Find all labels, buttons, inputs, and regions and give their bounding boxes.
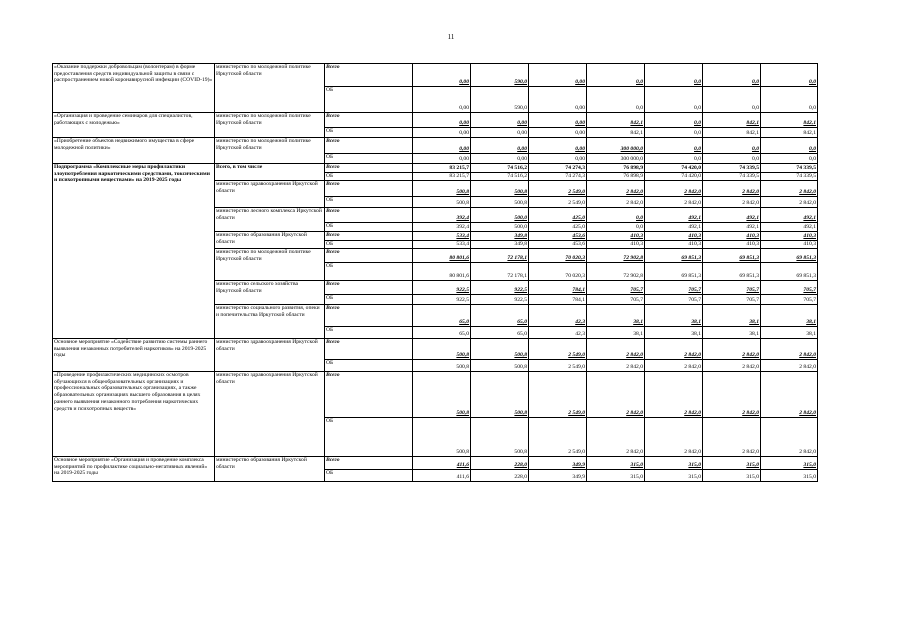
amount-cell: 0,0	[761, 154, 818, 164]
funding-source-cell: Всего	[325, 305, 413, 327]
amount-cell: 65,0	[413, 327, 471, 339]
amount-cell: 2 842,0	[645, 360, 703, 372]
amount-cell: 74 420,0	[645, 164, 703, 173]
amount-cell: 72 178,1	[471, 249, 529, 263]
amount-cell: 42,3	[529, 305, 587, 327]
amount-cell: 2 549,0	[529, 360, 587, 372]
amount-cell: 0,0	[703, 64, 761, 87]
amount-cell: 2 842,0	[587, 418, 645, 457]
amount-cell: 411,6	[413, 470, 471, 482]
amount-cell: 38,1	[587, 327, 645, 339]
amount-cell: 0,0	[645, 128, 703, 138]
amount-cell: 69 851,3	[645, 263, 703, 281]
amount-cell: 72 178,1	[471, 263, 529, 281]
amount-cell: 500,8	[413, 339, 471, 360]
amount-cell: 453,6	[529, 241, 587, 249]
amount-cell: 0,0	[645, 113, 703, 128]
amount-cell: 492,1	[761, 223, 818, 232]
program-name-cell: «Проведение профилактических медицинских осмотров обучающихся в общеобразовательных организациях и профессиональных образовательных организациях, а также образовательных организациях высшего образования в целях раннего выявления незаконного потребления наркотических средств и психотропных веществ»	[53, 372, 215, 457]
amount-cell: 315,0	[703, 457, 761, 470]
amount-cell: 500,8	[413, 418, 471, 457]
amount-cell: 533,4	[413, 241, 471, 249]
amount-cell: 411,6	[413, 457, 471, 470]
amount-cell: 0,0	[645, 154, 703, 164]
responsible-executor-cell: министерство по молодежной политике Иркутской области	[215, 249, 325, 281]
amount-cell: 500,8	[413, 197, 471, 208]
amount-cell: 392,4	[413, 223, 471, 232]
amount-cell: 2 549,0	[529, 339, 587, 360]
amount-cell: 705,7	[761, 295, 818, 305]
amount-cell: 590,0	[471, 87, 529, 113]
funding-source-cell: ОБ	[325, 295, 413, 305]
amount-cell: 0,00	[413, 154, 471, 164]
responsible-executor-cell: министерство по молодежной политике Иркутской области	[215, 64, 325, 113]
amount-cell: 2 842,0	[703, 418, 761, 457]
amount-cell: 784,1	[529, 295, 587, 305]
page-number: 11	[447, 33, 455, 41]
amount-cell: 842,1	[703, 113, 761, 128]
amount-cell: 492,1	[703, 223, 761, 232]
funding-source-cell: ОБ	[325, 470, 413, 482]
table-row	[53, 164, 818, 173]
amount-cell: 0,00	[413, 138, 471, 154]
responsible-executor-cell: министерство по молодежной политике Иркутской области	[215, 113, 325, 138]
amount-cell: 74 420,0	[645, 173, 703, 181]
amount-cell: 410,3	[587, 232, 645, 241]
amount-cell: 410,3	[703, 232, 761, 241]
amount-cell: 410,3	[703, 241, 761, 249]
amount-cell: 425,0	[529, 208, 587, 223]
amount-cell: 2 842,0	[703, 372, 761, 418]
amount-cell: 0,0	[587, 64, 645, 87]
amount-cell: 2 842,0	[645, 339, 703, 360]
amount-cell: 2 842,0	[761, 418, 818, 457]
amount-cell: 500,8	[413, 372, 471, 418]
amount-cell: 300 000,0	[587, 154, 645, 164]
responsible-executor-cell: министерство здравоохранения Иркутской области	[215, 339, 325, 372]
table-row	[53, 113, 818, 128]
amount-cell: 2 842,0	[587, 360, 645, 372]
funding-source-cell: ОБ	[325, 263, 413, 281]
responsible-executor-cell: министерство здравоохранения Иркутской области	[215, 181, 325, 208]
amount-cell: 410,3	[587, 241, 645, 249]
amount-cell: 69 851,3	[761, 249, 818, 263]
funding-source-cell: Всего	[325, 232, 413, 241]
responsible-executor-cell: Всего, в том числе	[215, 164, 325, 181]
amount-cell: 69 851,3	[645, 249, 703, 263]
amount-cell: 453,6	[529, 232, 587, 241]
amount-cell: 2 842,0	[761, 360, 818, 372]
funding-source-cell: ОБ	[325, 418, 413, 457]
amount-cell: 0,00	[529, 87, 587, 113]
amount-cell: 315,0	[645, 457, 703, 470]
responsible-executor-cell: министерство социального развития, опеки и попечительства Иркутской области	[215, 305, 325, 339]
amount-cell: 2 842,0	[587, 181, 645, 197]
amount-cell: 349,8	[471, 241, 529, 249]
amount-cell: 72 902,8	[587, 249, 645, 263]
funding-source-cell: Всего	[325, 372, 413, 418]
program-name-cell: Основное мероприятие «Организация и проведение комплекса мероприятий по профилактике социально-негативных явлений» на 2019-2025 годы	[53, 457, 215, 482]
amount-cell: 0,0	[703, 138, 761, 154]
funding-source-cell: ОБ	[325, 173, 413, 181]
responsible-executor-cell: министерство по молодежной политике Иркутской области	[215, 138, 325, 164]
amount-cell: 705,7	[703, 295, 761, 305]
amount-cell: 74 339,5	[703, 173, 761, 181]
amount-cell: 228,0	[471, 470, 529, 482]
amount-cell: 922,5	[413, 281, 471, 295]
amount-cell: 65,0	[471, 327, 529, 339]
amount-cell: 0,0	[645, 87, 703, 113]
program-name-cell: Основное мероприятие «Содействие развитию системы раннего выявления незаконных потребителей наркотиков» на 2019-2025 годы	[53, 339, 215, 372]
amount-cell: 349,9	[529, 470, 587, 482]
table-row	[53, 138, 818, 154]
program-name-cell: Подпрограмма «Комплексные меры профилактики злоупотребления наркотическими средствами, токсическими и психотропными веществами» на 2019-2025 годы	[53, 164, 215, 339]
amount-cell: 2 842,0	[703, 197, 761, 208]
amount-cell: 410,3	[645, 232, 703, 241]
amount-cell: 410,3	[761, 241, 818, 249]
amount-cell: 0,00	[529, 128, 587, 138]
funding-source-cell: Всего	[325, 64, 413, 87]
amount-cell: 0,00	[529, 64, 587, 87]
amount-cell: 492,1	[645, 223, 703, 232]
amount-cell: 2 842,0	[703, 339, 761, 360]
amount-cell: 315,0	[587, 470, 645, 482]
amount-cell: 0,0	[645, 138, 703, 154]
amount-cell: 70 020,3	[529, 263, 587, 281]
amount-cell: 38,1	[645, 327, 703, 339]
responsible-executor-cell: министерство сельского хозяйства Иркутской области	[215, 281, 325, 305]
amount-cell: 922,5	[471, 281, 529, 295]
amount-cell: 69 851,3	[703, 249, 761, 263]
amount-cell: 74 339,5	[703, 164, 761, 173]
amount-cell: 500,8	[471, 418, 529, 457]
amount-cell: 38,1	[703, 305, 761, 327]
amount-cell: 2 842,0	[587, 339, 645, 360]
amount-cell: 2 842,0	[645, 197, 703, 208]
amount-cell: 2 842,0	[703, 360, 761, 372]
amount-cell: 492,1	[761, 208, 818, 223]
amount-cell: 2 842,0	[761, 372, 818, 418]
amount-cell: 0,0	[587, 223, 645, 232]
funding-source-cell: ОБ	[325, 223, 413, 232]
funding-source-cell: ОБ	[325, 154, 413, 164]
amount-cell: 65,0	[471, 305, 529, 327]
amount-cell: 0,0	[761, 87, 818, 113]
amount-cell: 74 339,5	[761, 164, 818, 173]
amount-cell: 0,0	[703, 154, 761, 164]
amount-cell: 410,3	[761, 232, 818, 241]
amount-cell: 315,0	[761, 470, 818, 482]
responsible-executor-cell: министерство образования Иркутской области	[215, 457, 325, 482]
amount-cell: 425,0	[529, 223, 587, 232]
amount-cell: 74 516,2	[471, 164, 529, 173]
amount-cell: 76 898,9	[587, 173, 645, 181]
amount-cell: 2 842,0	[761, 181, 818, 197]
funding-source-cell: Всего	[325, 181, 413, 197]
amount-cell: 705,7	[645, 295, 703, 305]
amount-cell: 74 274,3	[529, 173, 587, 181]
amount-cell: 83 215,7	[413, 164, 471, 173]
amount-cell: 922,5	[413, 295, 471, 305]
amount-cell: 500,8	[413, 360, 471, 372]
amount-cell: 842,1	[761, 113, 818, 128]
amount-cell: 500,8	[471, 339, 529, 360]
amount-cell: 38,1	[761, 305, 818, 327]
amount-cell: 0,0	[703, 87, 761, 113]
amount-cell: 2 549,0	[529, 418, 587, 457]
amount-cell: 38,1	[587, 305, 645, 327]
amount-cell: 0,00	[471, 154, 529, 164]
table-row	[53, 339, 818, 360]
amount-cell: 0,00	[471, 113, 529, 128]
responsible-executor-cell: министерство здравоохранения Иркутской области	[215, 372, 325, 457]
amount-cell: 2 842,0	[645, 372, 703, 418]
amount-cell: 842,1	[703, 128, 761, 138]
responsible-executor-cell: министерство образования Иркутской области	[215, 232, 325, 249]
amount-cell: 842,1	[761, 128, 818, 138]
amount-cell: 2 842,0	[587, 372, 645, 418]
amount-cell: 83 215,7	[413, 173, 471, 181]
amount-cell: 74 339,5	[761, 173, 818, 181]
amount-cell: 74 516,2	[471, 173, 529, 181]
amount-cell: 705,7	[587, 281, 645, 295]
amount-cell: 0,00	[529, 113, 587, 128]
amount-cell: 0,00	[413, 64, 471, 87]
amount-cell: 922,5	[471, 295, 529, 305]
amount-cell: 2 549,0	[529, 181, 587, 197]
amount-cell: 392,4	[413, 208, 471, 223]
amount-cell: 0,0	[587, 87, 645, 113]
amount-cell: 0,0	[761, 64, 818, 87]
table-row	[53, 64, 818, 87]
amount-cell: 492,1	[645, 208, 703, 223]
amount-cell: 349,8	[471, 232, 529, 241]
amount-cell: 38,1	[761, 327, 818, 339]
funding-source-cell: Всего	[325, 281, 413, 295]
amount-cell: 228,0	[471, 457, 529, 470]
amount-cell: 76 898,9	[587, 164, 645, 173]
amount-cell: 80 801,6	[413, 263, 471, 281]
amount-cell: 500,8	[413, 181, 471, 197]
amount-cell: 315,0	[761, 457, 818, 470]
amount-cell: 500,0	[471, 208, 529, 223]
amount-cell: 705,7	[761, 281, 818, 295]
funding-source-cell: ОБ	[325, 360, 413, 372]
amount-cell: 2 842,0	[703, 181, 761, 197]
amount-cell: 315,0	[703, 470, 761, 482]
amount-cell: 300 000,0	[587, 138, 645, 154]
amount-cell: 590,0	[471, 64, 529, 87]
amount-cell: 500,8	[471, 372, 529, 418]
funding-source-cell: Всего	[325, 208, 413, 223]
amount-cell: 349,9	[529, 457, 587, 470]
amount-cell: 2 549,0	[529, 197, 587, 208]
amount-cell: 500,0	[471, 223, 529, 232]
table-row	[53, 457, 818, 470]
amount-cell: 2 549,0	[529, 372, 587, 418]
amount-cell: 42,3	[529, 327, 587, 339]
amount-cell: 0,0	[761, 138, 818, 154]
funding-source-cell: Всего	[325, 164, 413, 173]
amount-cell: 500,8	[471, 181, 529, 197]
amount-cell: 0,00	[413, 113, 471, 128]
funding-source-cell: Всего	[325, 457, 413, 470]
amount-cell: 410,3	[645, 241, 703, 249]
amount-cell: 842,1	[587, 128, 645, 138]
amount-cell: 0,00	[471, 138, 529, 154]
amount-cell: 492,1	[703, 208, 761, 223]
funding-source-cell: ОБ	[325, 197, 413, 208]
amount-cell: 0,00	[413, 87, 471, 113]
amount-cell: 2 842,0	[645, 418, 703, 457]
amount-cell: 315,0	[587, 457, 645, 470]
funding-source-cell: Всего	[325, 249, 413, 263]
amount-cell: 0,00	[413, 128, 471, 138]
amount-cell: 705,7	[587, 295, 645, 305]
amount-cell: 0,00	[529, 138, 587, 154]
amount-cell: 69 851,3	[761, 263, 818, 281]
amount-cell: 72 902,8	[587, 263, 645, 281]
amount-cell: 65,0	[413, 305, 471, 327]
amount-cell: 38,1	[645, 305, 703, 327]
funding-source-cell: Всего	[325, 339, 413, 360]
table-row	[53, 372, 818, 418]
amount-cell: 0,00	[471, 128, 529, 138]
funding-source-cell: ОБ	[325, 327, 413, 339]
amount-cell: 74 274,3	[529, 164, 587, 173]
amount-cell: 70 020,3	[529, 249, 587, 263]
amount-cell: 2 842,0	[761, 197, 818, 208]
amount-cell: 500,8	[471, 197, 529, 208]
amount-cell: 315,0	[645, 470, 703, 482]
program-name-cell: «Оказание поддержки добровольцам (волонтерам) в форме предоставления средств индивидуальной защиты в связи с распространением новой коронавирусной инфекции (COVID-19)»	[53, 64, 215, 113]
amount-cell: 705,7	[645, 281, 703, 295]
funding-source-cell: ОБ	[325, 87, 413, 113]
funding-source-cell: Всего	[325, 138, 413, 154]
amount-cell: 705,7	[703, 281, 761, 295]
amount-cell: 2 842,0	[761, 339, 818, 360]
funding-source-cell: ОБ	[325, 241, 413, 249]
amount-cell: 0,0	[587, 208, 645, 223]
amount-cell: 69 851,3	[703, 263, 761, 281]
amount-cell: 0,00	[529, 154, 587, 164]
amount-cell: 38,1	[703, 327, 761, 339]
funding-source-cell: Всего	[325, 113, 413, 128]
amount-cell: 533,4	[413, 232, 471, 241]
amount-cell: 500,8	[471, 360, 529, 372]
funding-source-cell: ОБ	[325, 128, 413, 138]
table-body	[53, 64, 818, 482]
amount-cell: 842,1	[587, 113, 645, 128]
amount-cell: 2 842,0	[645, 181, 703, 197]
amount-cell: 80 801,6	[413, 249, 471, 263]
amount-cell: 784,1	[529, 281, 587, 295]
program-name-cell: «Приобретение объектов недвижимого имущества в сфере молодежной политики»	[53, 138, 215, 164]
budget-table	[52, 63, 818, 482]
program-name-cell: «Организация и проведение семинаров для специалистов, работающих с молодежью»	[53, 113, 215, 138]
amount-cell: 0,0	[645, 64, 703, 87]
amount-cell: 2 842,0	[587, 197, 645, 208]
responsible-executor-cell: министерство лесного комплекса Иркутской области	[215, 208, 325, 232]
